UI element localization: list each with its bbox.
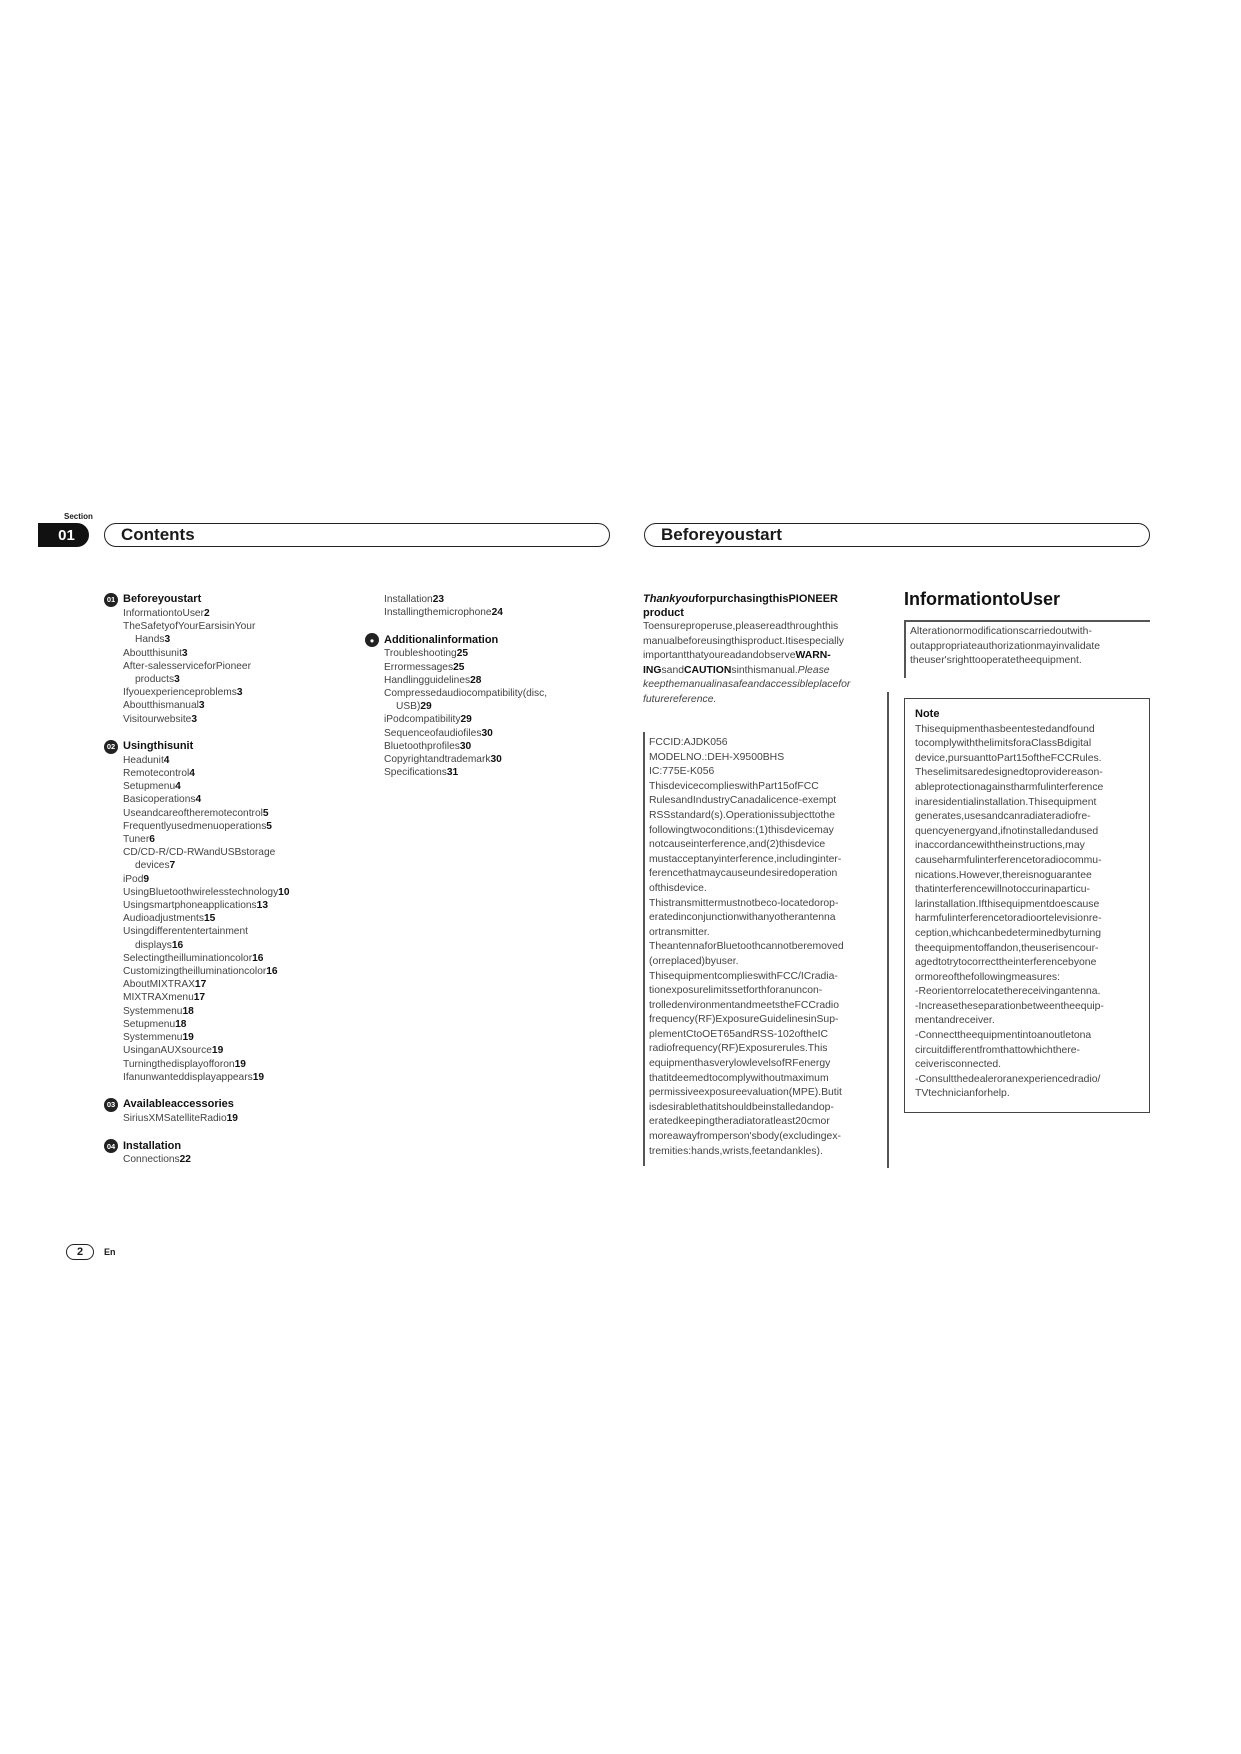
intro-text-s: sand xyxy=(661,664,685,676)
toc-item-page: 4 xyxy=(189,768,195,780)
note-paragraph: -Increasetheseparationbetweentheequip-mentandreceiver. xyxy=(915,1000,1104,1027)
fcc-paragraph: ThisdevicecomplieswithPart15ofFCC RulesandIndustryCanadalicence-exempt RSSstandard(s).Operationissubjecttothe followingtwoconditions:(1)thisdevicemay notcauseinterference,and(2)thisdevice mustacceptanyinterference,includinginter-ferencethatmaycauseundesiredoperation ofthisdevice. xyxy=(649,780,842,894)
toc-item[interactable] xyxy=(123,754,363,767)
toc-item-page: 3 xyxy=(191,713,197,725)
toc-section-heading[interactable] xyxy=(104,1139,363,1153)
note-paragraph: -Reorientorrelocatethereceivingantenna. xyxy=(915,986,1101,998)
toc-item[interactable] xyxy=(123,633,363,646)
toc-item[interactable] xyxy=(384,713,614,726)
before-you-start-title: Beforeyoustart xyxy=(661,525,782,544)
toc-item-page: 17 xyxy=(194,979,207,991)
warning-label: WARN-ING xyxy=(643,650,831,676)
fcc-paragraph: MODELNO.:DEH-X9500BHS xyxy=(649,751,785,763)
toc-item-text: iPodcompatibility xyxy=(384,714,461,726)
toc-item-page: 9 xyxy=(143,873,150,885)
toc-item[interactable] xyxy=(384,606,614,619)
fcc-block xyxy=(649,736,874,1159)
toc-item-text: Customizingtheilluminationcolor xyxy=(123,966,267,978)
intro-heading-italic: Thankyou xyxy=(643,593,695,605)
toc-item-text: UsinganAUXsource xyxy=(123,1045,212,1057)
toc-item-text: Compressedaudiocompatibility(disc, xyxy=(384,688,548,700)
toc-item-page: 7 xyxy=(169,860,176,872)
intro-heading-rest: forpurchasingthisPIONEER product xyxy=(643,593,838,619)
info-to-user-text: Alterationormodificationscarriedoutwith-outappropriateauthorizationmayinvalidate theuser'srighttooperatetheequipment. xyxy=(910,626,1101,667)
toc-item-page: 16 xyxy=(171,939,184,951)
toc-item[interactable] xyxy=(123,1044,363,1057)
contents-title: Contents xyxy=(121,525,195,544)
toc-item[interactable] xyxy=(123,1058,363,1071)
section-number-badge: 03 xyxy=(104,1098,118,1112)
toc-item-page: 31 xyxy=(446,767,459,779)
toc-item[interactable] xyxy=(123,820,363,833)
toc-item[interactable] xyxy=(123,793,363,806)
toc-item-text: Selectingtheilluminationcolor xyxy=(123,952,253,964)
page-number: 2 xyxy=(66,1244,94,1260)
toc-item[interactable] xyxy=(123,899,363,912)
toc-item-page: 30 xyxy=(490,754,502,766)
toc-item-text: Useandcareoftheremotecontrol xyxy=(123,807,263,819)
toc-item-page: 4 xyxy=(195,794,202,806)
toc-item-text: AboutMIXTRAX xyxy=(123,979,195,991)
toc-item[interactable] xyxy=(123,699,363,712)
toc-item-page: 2 xyxy=(203,608,210,619)
section-number-badge: ● xyxy=(365,633,379,647)
toc-item[interactable] xyxy=(123,607,363,620)
toc-item-text: Handlingguidelines xyxy=(384,674,471,686)
toc-item[interactable] xyxy=(123,978,363,991)
toc-item[interactable] xyxy=(123,1071,363,1084)
toc-section-heading[interactable] xyxy=(104,1098,363,1112)
toc-item-page: 6 xyxy=(149,834,155,846)
toc-item-text: Hands xyxy=(135,634,165,646)
intro-paragraph xyxy=(643,620,867,708)
toc-section-title: Beforeyoustart xyxy=(123,593,202,606)
section-number-badge: 04 xyxy=(104,1139,118,1153)
intro-text-b: sinthismanual. xyxy=(731,664,798,676)
intro-italic-note: Please keepthemanualinasafeandaccessibleplacefor futurereference. xyxy=(643,664,851,705)
toc-item-text: TheSafetyofYourEarsisinYour xyxy=(123,621,256,633)
toc-section xyxy=(106,1098,363,1125)
toc-item-page: 25 xyxy=(453,661,465,673)
toc-item[interactable] xyxy=(123,713,363,726)
toc-item-page: 10 xyxy=(278,886,290,898)
toc-item-page: 28 xyxy=(470,674,482,686)
fcc-paragraph: ThisequipmentcomplieswithFCC/ICradia-tionexposurelimitssetforthforanuncon-trolledenvironmentandmeetstheFCCradio frequency(RF)ExposureGuidelinesinSup-plementCtoOET65andRSS-102oftheIC radiofrequency(RF)Exposurerules.This equipmenthasverylowlevelsofRFenergy thatitdeemedtocomplywithoutmaximum permissiveexposureevaluation(MPE).Butit isdesirablethatitshouldbeinstalledandop-eratedkeepingtheradiatoratleast20cmor moreawayfromperson'sbody(excludingex-tremities:hands,wrists,feetandankles). xyxy=(649,970,842,1157)
toc-item[interactable] xyxy=(123,886,363,899)
toc-item-page: 24 xyxy=(491,607,503,619)
fcc-left-rule xyxy=(643,732,645,1166)
toc-item-text: Specifications xyxy=(384,767,447,779)
toc-item[interactable] xyxy=(123,859,363,872)
toc-item-text: Errormessages xyxy=(384,661,454,673)
toc-item-text: Aboutthismanual xyxy=(123,700,199,712)
toc-item-text: CD/CD-R/CD-RWandUSBstorage xyxy=(123,847,276,859)
intro-heading xyxy=(643,592,867,620)
toc-section xyxy=(384,593,614,619)
info-left-rule xyxy=(904,620,906,678)
info-to-user-title: InformationtoUser xyxy=(904,589,1061,609)
toc-item-page: 13 xyxy=(256,900,268,912)
toc-item-text: Setupmenu xyxy=(123,781,176,793)
toc-item[interactable] xyxy=(123,686,363,699)
toc-section-title: Additionalinformation xyxy=(384,633,499,646)
note-box xyxy=(904,698,1150,1113)
toc-column-1 xyxy=(106,593,363,1166)
toc-gap xyxy=(123,726,363,740)
toc-item-text: Frequentlyusedmenuoperations xyxy=(123,820,267,832)
toc-item-text: Visitourwebsite xyxy=(123,713,192,725)
toc-item[interactable] xyxy=(123,833,363,846)
toc-item-text: Aboutthisunit xyxy=(123,647,182,659)
toc-item-page: 16 xyxy=(252,952,264,964)
toc-item-page: 3 xyxy=(174,674,180,686)
section-number-badge: 02 xyxy=(104,740,118,754)
fcc-paragraph: Thistransmittermustnotbeco-locatedorop-eratedinconjunctionwithanyotherantenna ortransmitter. xyxy=(649,897,839,938)
toc-item-text: Installingthemicrophone xyxy=(384,607,492,619)
toc-item-page: 4 xyxy=(163,754,170,766)
toc-item[interactable] xyxy=(384,766,614,779)
toc-section-heading[interactable] xyxy=(104,593,363,607)
toc-section-heading[interactable] xyxy=(365,633,614,647)
toc-item-page: 18 xyxy=(182,1005,194,1017)
toc-section xyxy=(106,1139,363,1166)
toc-item[interactable] xyxy=(123,912,363,925)
note-paragraph: -Consultthedealeroranexperiencedradio/ TVtechnicianforhelp. xyxy=(915,1073,1101,1100)
toc-item-text: products xyxy=(135,674,175,686)
toc-item[interactable] xyxy=(123,620,363,633)
toc-item[interactable] xyxy=(123,873,363,886)
fcc-paragraph: FCCID:AJDK056 xyxy=(649,737,728,748)
toc-item-page: 3 xyxy=(164,634,171,646)
toc-item-text: UsingBluetoothwirelesstechnology xyxy=(123,886,279,898)
caution-label: CAUTION xyxy=(684,664,732,676)
toc-item-text: devices xyxy=(135,860,170,872)
toc-item[interactable] xyxy=(123,1153,363,1166)
toc-item-text: Installation xyxy=(384,594,433,605)
toc-item-text: Basicoperations xyxy=(123,794,196,806)
toc-item-page: 19 xyxy=(252,1071,265,1083)
toc-item[interactable] xyxy=(384,753,614,766)
intro-text-a: Toensureproperuse,pleasereadthroughthis manualbeforeusingthisproduct.Itisespecially importantthatyoureadandobserve xyxy=(643,621,844,662)
toc-item-text: Turningthedisplayofforon xyxy=(123,1058,235,1070)
before-you-start-title-bar xyxy=(644,523,1150,547)
toc-item-page: 30 xyxy=(481,727,493,739)
toc-item-text: Tuner xyxy=(123,834,150,846)
toc-item[interactable] xyxy=(123,1031,363,1044)
toc-item[interactable] xyxy=(123,647,363,660)
toc-item-page: 5 xyxy=(262,807,269,819)
toc-item-page: 3 xyxy=(181,647,188,659)
toc-item[interactable] xyxy=(123,846,363,859)
toc-item-text: iPod xyxy=(123,873,144,885)
toc-item-text: Audioadjustments xyxy=(123,913,204,925)
toc-item[interactable] xyxy=(384,687,614,700)
toc-item[interactable] xyxy=(384,593,614,606)
toc-gap xyxy=(123,1125,363,1139)
toc-item-page: 29 xyxy=(460,714,472,726)
toc-section xyxy=(106,740,363,1084)
toc-item[interactable] xyxy=(384,740,614,753)
fcc-paragraph: IC:775E-K056 xyxy=(649,766,715,778)
toc-item-text: Connections xyxy=(123,1154,180,1166)
toc-column-2 xyxy=(369,593,614,779)
toc-item[interactable] xyxy=(123,1018,363,1031)
toc-item-page: 16 xyxy=(266,966,278,978)
toc-item-text: Bluetoothprofiles xyxy=(384,740,460,752)
toc-item-text: Sequenceofaudiofiles xyxy=(384,727,482,739)
toc-item-page: 19 xyxy=(211,1045,224,1057)
toc-item-text: Setupmenu xyxy=(123,1018,176,1030)
info-top-rule xyxy=(904,620,1150,622)
toc-item[interactable] xyxy=(123,780,363,793)
toc-item[interactable] xyxy=(123,952,363,965)
column-divider-rule xyxy=(887,692,889,1168)
section-label: Section xyxy=(64,512,93,521)
fcc-paragraph: TheantennaforBluetoothcannotberemoved (orreplaced)byuser. xyxy=(649,941,844,967)
toc-item-text: InformationtoUser xyxy=(123,608,204,619)
toc-item-page: 17 xyxy=(193,992,206,1004)
toc-item-page: 3 xyxy=(236,687,243,699)
toc-item-page: 19 xyxy=(234,1058,246,1070)
toc-item-page: 5 xyxy=(266,820,272,832)
toc-section xyxy=(369,633,614,779)
toc-item-text: displays xyxy=(135,939,172,951)
toc-item[interactable] xyxy=(123,673,363,686)
toc-item[interactable] xyxy=(123,660,363,673)
toc-item-text: Ifyouexperienceproblems xyxy=(123,687,237,699)
toc-item-text: Systemmenu xyxy=(123,1005,183,1017)
section-number-badge: 01 xyxy=(104,593,118,607)
toc-item-page: 18 xyxy=(175,1018,187,1030)
toc-item[interactable] xyxy=(123,925,363,938)
toc-item[interactable] xyxy=(123,1005,363,1018)
toc-item-text: Systemmenu xyxy=(123,1032,183,1044)
toc-item-text: After-salesserviceforPioneer xyxy=(123,660,251,672)
toc-gap xyxy=(384,619,614,633)
contents-title-bar xyxy=(104,523,610,547)
note-content xyxy=(905,699,1149,1102)
toc-item-page: 3 xyxy=(198,700,205,712)
toc-section-title: Availableaccessories xyxy=(123,1098,234,1111)
toc-item[interactable] xyxy=(384,700,614,713)
toc-item-text: Headunit xyxy=(123,754,164,766)
toc-item[interactable] xyxy=(123,991,363,1004)
toc-item-page: 30 xyxy=(459,740,472,752)
toc-item[interactable] xyxy=(384,647,614,660)
note-paragraph: -Connecttheequipmentintoanoutletona circuitdifferentfromthattowhichthere-ceiverisconnected. xyxy=(915,1030,1092,1071)
toc-gap xyxy=(123,1084,363,1098)
page-language: En xyxy=(104,1247,116,1257)
toc-item-page: 15 xyxy=(203,913,216,925)
toc-item-text: SiriusXMSatelliteRadio xyxy=(123,1112,227,1124)
toc-item-page: 25 xyxy=(456,648,469,660)
toc-item-page: 22 xyxy=(179,1154,191,1166)
toc-item-text: Ifanunwanteddisplayappears xyxy=(123,1071,253,1083)
toc-item[interactable] xyxy=(123,807,363,820)
toc-item-page: 29 xyxy=(420,701,432,713)
toc-item-text: Usingdifferententertainment xyxy=(123,926,248,938)
toc-item-text: Remotecontrol xyxy=(123,768,190,780)
note-paragraph: Thisequipmenthasbeentestedandfound tocomplywiththelimitsforaClassBdigital device,pursuanttoPart15oftheFCCRules. Theselimitsaredesignedtoprovidereason-ableprotectionagainstharmfulinterference inaresidentialinstallation.Thisequipment generates,usesandcanradiateradiofre-quencyenergyand,ifnotinstalledandused inaccordancewiththeinstructions,may causeharmfulinterferencetoradiocommu-nications.However,thereisnoguarantee thatinterferencewillnotoccurinaparticu-larinstallation.Ifthisequipmentdoescause harmfulinterferencetoradioortelevisionre-ception,whichcanbedeterminedbyturning theequipmentoffandon,theuserisencour-agedtotrytocorrecttheinterferencebyone ormoreofthefollowingmeasures: xyxy=(915,723,1104,983)
toc-item[interactable] xyxy=(384,674,614,687)
note-title: Note xyxy=(915,708,940,720)
toc-item-page: 23 xyxy=(432,594,445,605)
toc-item-text: MIXTRAXmenu xyxy=(123,992,194,1004)
toc-section-heading[interactable] xyxy=(104,740,363,754)
toc-section-title: Usingthisunit xyxy=(123,740,194,753)
toc-item-text: Troubleshooting xyxy=(384,648,457,660)
toc-item[interactable] xyxy=(123,965,363,978)
toc-item[interactable] xyxy=(123,939,363,952)
toc-item-text: USB) xyxy=(396,701,421,713)
toc-item-page: 19 xyxy=(226,1112,238,1124)
toc-item[interactable] xyxy=(123,767,363,780)
toc-item[interactable] xyxy=(384,661,614,674)
toc-item-page: 4 xyxy=(175,781,181,793)
intro-block xyxy=(643,592,867,708)
toc-item[interactable] xyxy=(384,727,614,740)
toc-item-page: 19 xyxy=(182,1032,194,1044)
toc-item-text: Copyrightandtrademark xyxy=(384,754,491,766)
toc-section-title: Installation xyxy=(123,1139,182,1152)
toc-section xyxy=(106,593,363,726)
toc-item[interactable] xyxy=(123,1112,363,1125)
section-number-tab: 01 xyxy=(38,523,89,547)
toc-item-text: Usingsmartphoneapplications xyxy=(123,900,257,912)
